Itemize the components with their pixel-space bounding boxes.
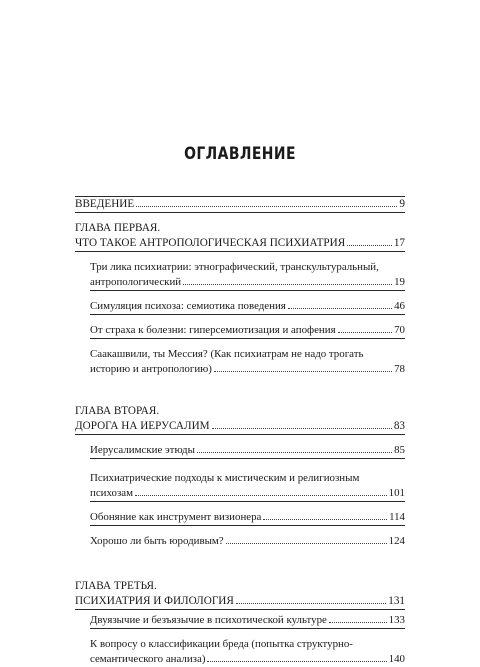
chapter-heading: ДОРОГА НА ИЕРУСАЛИМ 83 bbox=[75, 420, 405, 432]
chapter-items bbox=[75, 252, 405, 377]
toc-entry: психозам 101 bbox=[90, 487, 405, 499]
toc-entry: Обоняние как инструмент визионера 114 bbox=[90, 511, 405, 523]
toc-entry: От страха к болезни: гиперсемиотизация и апофения 70 bbox=[90, 324, 405, 336]
table-of-contents bbox=[75, 196, 405, 667]
page-title: ОГЛАВЛЕНИЕ bbox=[184, 144, 296, 164]
chapter-items bbox=[75, 435, 405, 549]
toc-entry-line: Саакашвили, ты Мессия? (Как психиатрам не надо трогать bbox=[90, 348, 364, 360]
toc-entry: историю и антропологию) 78 bbox=[90, 363, 405, 375]
toc-entry: семантического анализа) 140 bbox=[90, 653, 405, 665]
chapter-heading: ЧТО ТАКОЕ АНТРОПОЛОГИЧЕСКАЯ ПСИХИАТРИЯ 17 bbox=[75, 237, 405, 249]
toc-entry-line: Психиатрические подходы к мистическим и религиозным bbox=[90, 472, 360, 484]
chapter-label: ГЛАВА ТРЕТЬЯ. bbox=[75, 580, 157, 592]
toc-entry: Иерусалимские этюды 85 bbox=[90, 444, 405, 456]
toc-entry-line: К вопросу о классификации бреда (попытка структурно- bbox=[90, 638, 353, 650]
toc-entry: Симуляция психоза: семиотика поведения 46 bbox=[90, 300, 405, 312]
chapter-items bbox=[75, 610, 405, 667]
toc-entry: антропологический 19 bbox=[90, 276, 405, 288]
chapter-label: ГЛАВА ПЕРВАЯ. bbox=[75, 222, 161, 234]
toc-entry-line: Три лика психиатрии: этнографический, транскультуральный, bbox=[90, 261, 379, 273]
toc-entry: Хорошо ли быть юродивым? 124 bbox=[90, 535, 405, 547]
chapter-label: ГЛАВА ВТОРАЯ. bbox=[75, 405, 160, 417]
toc-entry: Двуязычие и безъязычие в психотической культуре 133 bbox=[90, 614, 405, 626]
chapter-heading: ПСИХИАТРИЯ И ФИЛОЛОГИЯ 131 bbox=[75, 595, 405, 607]
toc-entry-intro: ВВЕДЕНИЕ 9 bbox=[75, 198, 405, 210]
